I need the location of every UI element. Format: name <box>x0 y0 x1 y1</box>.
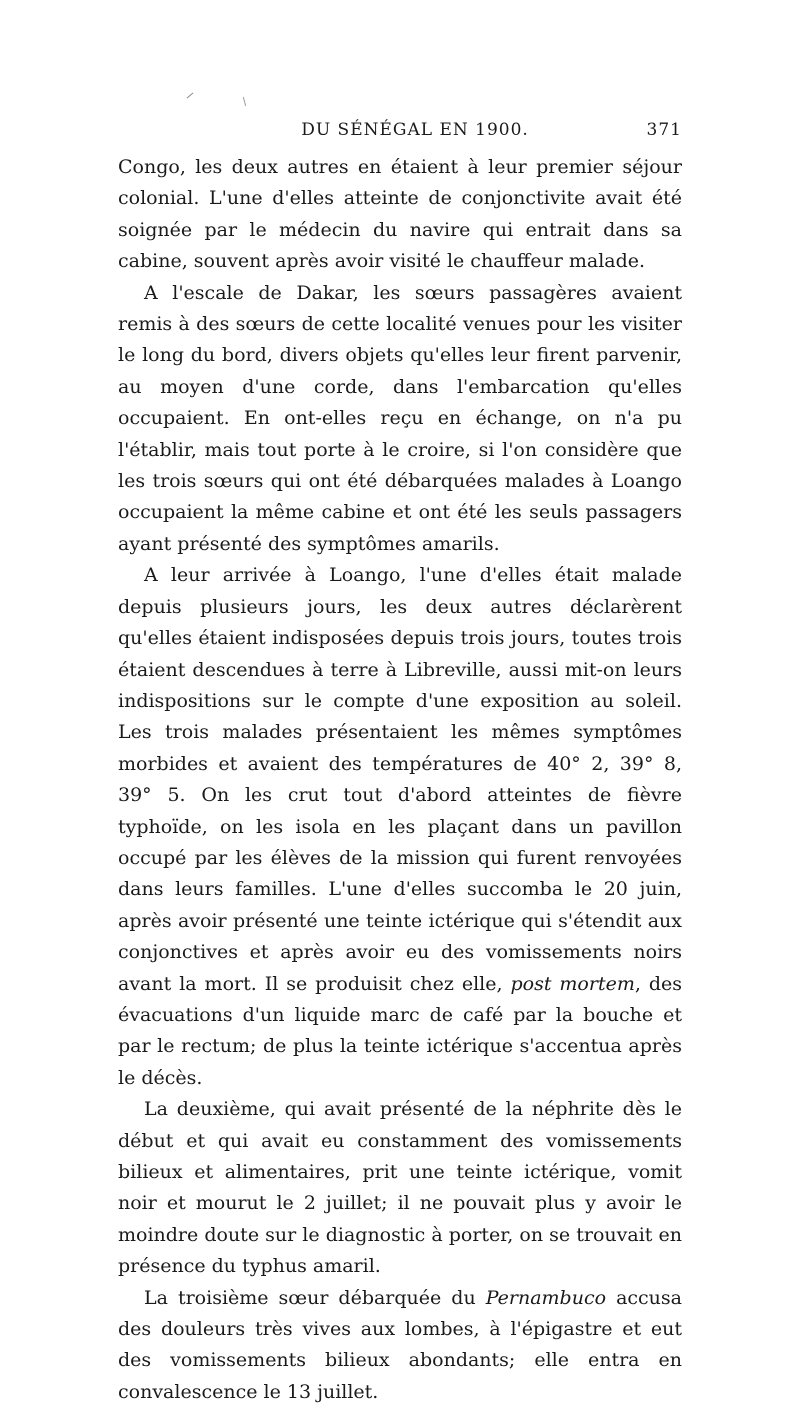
italic-ship-name: Pernambuco <box>485 1286 607 1309</box>
paragraph <box>118 560 682 1094</box>
stray-ink-mark <box>187 93 194 99</box>
paragraph-text: La troisième sœur débarquée du <box>144 1286 486 1309</box>
paragraph: Congo, les deux autres en étaient à leur premier séjour colonial. L'une d'elles atteinte de conjonctivite avait été soignée par le médecin du navire qui entrait dans sa cabine, souvent après avoir visité le chauffeur malade. <box>118 156 682 273</box>
paragraph-text: accusa des douleurs très vives aux lombes, à l'épigastre et eut des vomissements bilieux abondants; elle entra en convalescence le 13 juillet. <box>118 1286 682 1403</box>
paragraph: La deuxième, qui avait présenté de la néphrite dès le début et qui avait eu constamment des vomissements bilieux et alimentaires, prit une teinte ictérique, vomit noir et mourut le 2 juillet; il ne pouvait plus y avoir le moindre doute sur le diagnostic à porter, on se trouvait en présence du typhus amaril. <box>118 1098 682 1278</box>
paragraph: A l'escale de Dakar, les sœurs passagères avaient remis à des sœurs de cette localité venues pour les visiter le long du bord, divers objets qu'elles leur firent parvenir, au moyen d'une corde, dans l'embarcation qu'elles occupaient. En ont-elles reçu en échange, on n'a pu l'établir, mais tout porte à le croire, si l'on considère que les trois sœurs qui ont été débarquées malades à Loango occupaient la même cabine et ont été les seuls passagers ayant présenté des symptômes amarils. <box>118 281 682 555</box>
body-text <box>118 152 682 1408</box>
book-page <box>118 120 682 1408</box>
paragraph-text: A leur arrivée à Loango, l'une d'elles était malade depuis plusieurs jours, les deux autres déclarèrent qu'elles étaient indisposées depuis trois jours, toutes trois étaient descendues à terre à Libreville, aussi mit-on leurs indispositions sur le compte d'une exposition au soleil. Les trois malades présentaient les mêmes symptômes morbides et avaient des températures de 40° 2, 39° 8, 39° 5. On les crut tout d'abord atteintes de fièvre typhoïde, on les isola en les plaçant dans un pavillon occupé par les élèves de la mission qui furent renvoyées dans leurs familles. L'une d'elles succomba le 20 juin, après avoir présenté une teinte ictérique qui s'étendit aux conjonctives et après avoir eu des vomissements noirs avant la mort. Il se produisit chez elle, <box>118 564 682 995</box>
italic-phrase: post mortem <box>510 972 635 995</box>
paragraph-text: , des évacuations d'un liquide marc de café par la bouche et par le rectum; de plus la teinte ictérique s'accentua après le décès. <box>118 972 682 1089</box>
running-title: DU SÉNÉGAL EN 1900. <box>301 120 529 140</box>
stray-ink-mark <box>243 97 246 106</box>
paragraph <box>118 1283 682 1408</box>
page-number: 371 <box>646 120 682 140</box>
running-head <box>118 120 682 144</box>
